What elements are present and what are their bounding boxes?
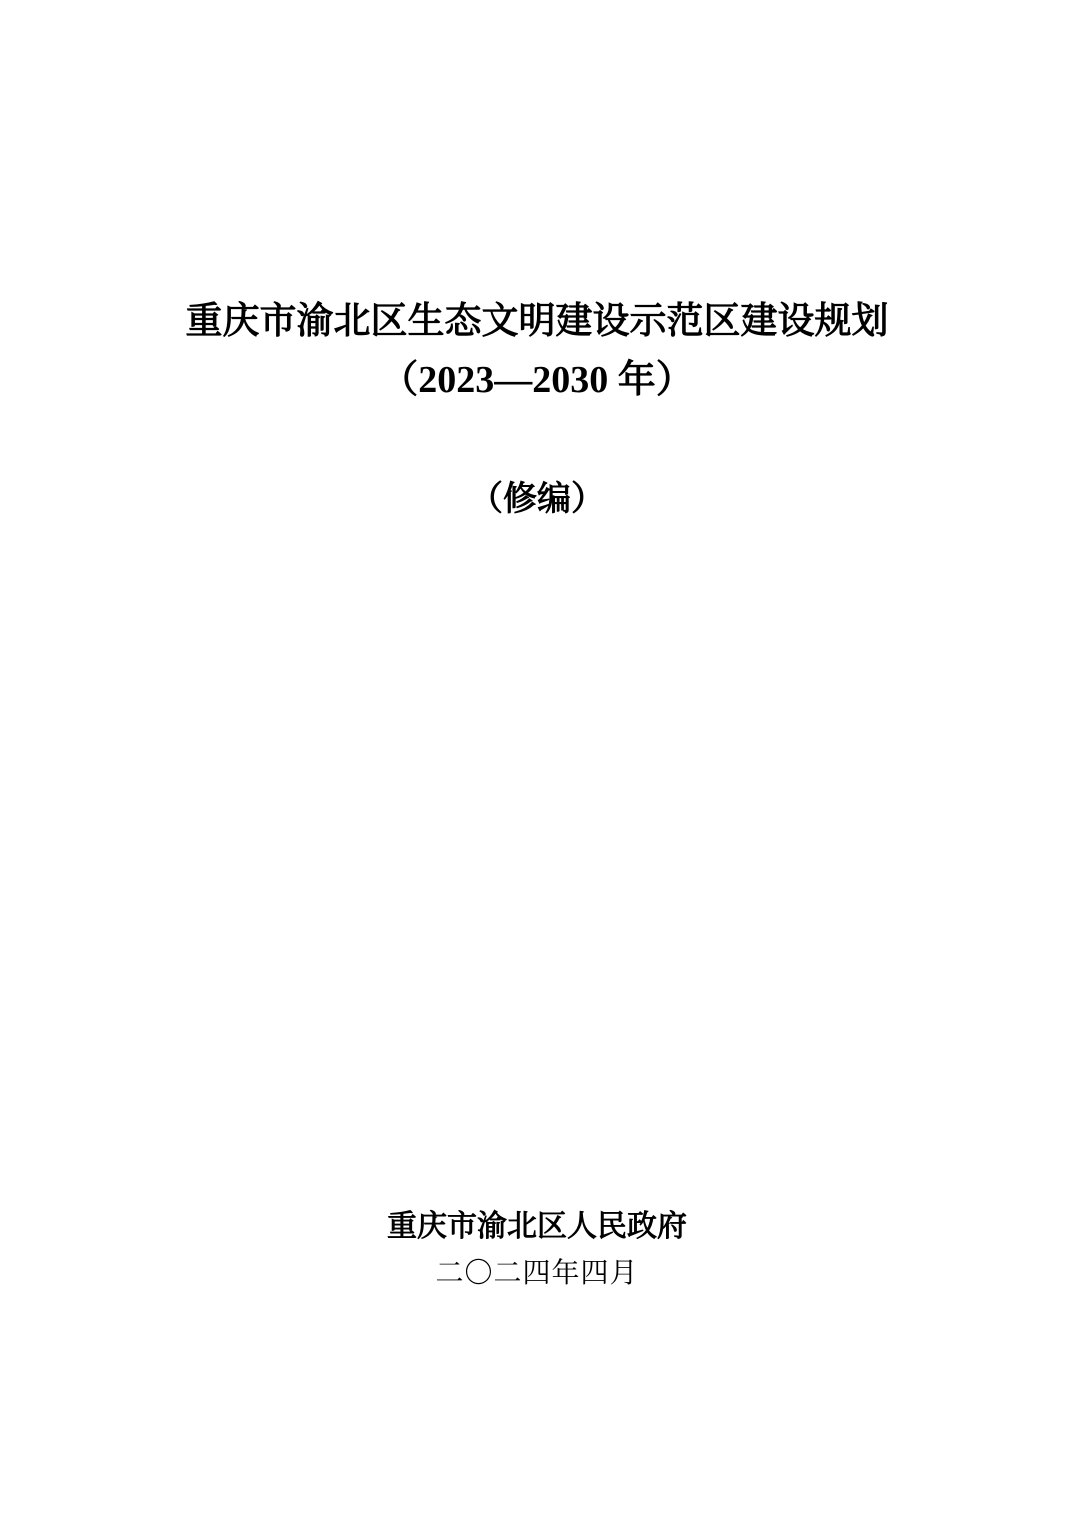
revision-label: （修编）	[469, 481, 605, 518]
document-title-period: （2023—2030 年）	[380, 359, 694, 401]
publisher-name: 重庆市渝北区人民政府	[387, 1210, 687, 1243]
document-title: 重庆市渝北区生态文明建设示范区建设规划	[185, 301, 889, 342]
publication-date: 二〇二四年四月	[435, 1258, 639, 1289]
